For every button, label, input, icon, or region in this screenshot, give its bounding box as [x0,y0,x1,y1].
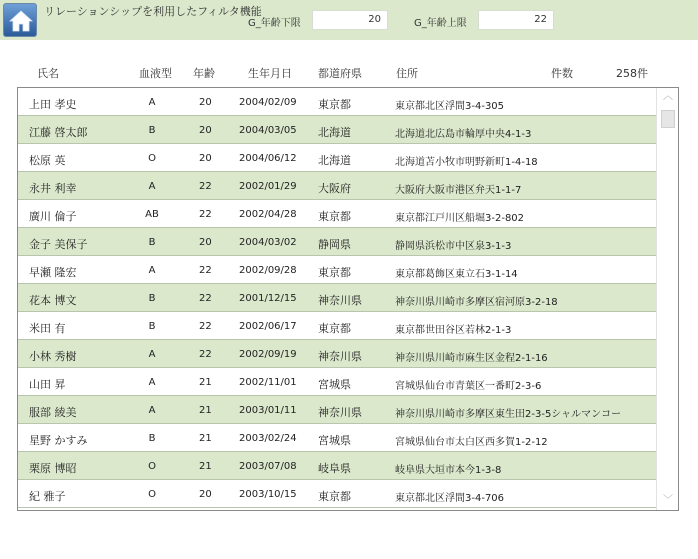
scroll-thumb[interactable] [661,110,675,128]
home-button[interactable] [3,3,37,37]
cell-birth-date: 2002/01/29 [239,181,297,192]
age-max-input[interactable]: 22 [478,10,554,30]
cell-blood-type: B [148,293,156,304]
cell-prefecture: 東京都 [318,210,351,223]
table-row[interactable] [18,228,656,256]
table-row[interactable] [18,368,656,396]
cell-birth-date: 2003/02/24 [239,433,297,444]
cell-name: 松原 英 [29,154,66,167]
cell-address: 岐阜県大垣市本今1-3-8 [395,465,502,476]
scroll-up-icon[interactable]: ︿ [663,91,673,102]
cell-blood-type: A [148,265,156,276]
cell-name: 星野 かすみ [29,434,88,447]
cell-birth-date: 2002/09/19 [239,349,297,360]
cell-blood-type: A [148,405,156,416]
cell-prefecture: 神奈川県 [318,406,362,419]
cell-prefecture: 宮城県 [318,378,351,391]
cell-name: 金子 美保子 [29,238,88,251]
record-count-value: 258件 [616,67,648,80]
table-row[interactable] [18,172,656,200]
age-max-label: G_年齢上限 [414,18,467,29]
cell-name: 栗原 博昭 [29,462,77,475]
cell-address: 東京都北区浮間3-4-305 [395,101,505,112]
cell-age: 20 [199,237,212,248]
cell-address: 神奈川県川崎市多摩区宿河原3-2-18 [395,297,558,308]
cell-name: 紀 雅子 [29,490,66,503]
cell-prefecture: 宮城県 [318,434,351,447]
column-header-age: 年齢 [193,67,215,80]
cell-birth-date: 2003/07/08 [239,461,297,472]
cell-name: 江藤 啓太郎 [29,126,88,139]
cell-age: 21 [199,461,212,472]
cell-age: 21 [199,377,212,388]
cell-name: 廣川 倫子 [29,210,77,223]
table-row[interactable] [18,312,656,340]
cell-address: 大阪府大阪市港区弁天1-1-7 [395,185,522,196]
cell-age: 20 [199,153,212,164]
cell-prefecture: 東京都 [318,490,351,503]
record-list [17,87,679,511]
header-bar [0,0,698,40]
cell-birth-date: 2001/12/15 [239,293,297,304]
cell-prefecture: 東京都 [318,266,351,279]
cell-blood-type: O [148,153,156,164]
cell-address: 神奈川県川崎市多摩区東生田2-3-5シャルマンコー [395,409,622,420]
cell-prefecture: 静岡県 [318,238,351,251]
cell-blood-type: A [148,97,156,108]
table-row[interactable] [18,396,656,424]
cell-address: 静岡県浜松市中区泉3-1-3 [395,241,512,252]
cell-address: 宮城県仙台市青葉区一番町2-3-6 [395,381,542,392]
cell-age: 20 [199,489,212,500]
column-header-name: 氏名 [37,67,59,80]
cell-name: 山田 昇 [29,378,66,391]
cell-blood-type: AB [145,209,159,220]
table-row[interactable] [18,200,656,228]
cell-prefecture: 北海道 [318,154,351,167]
table-row[interactable] [18,88,656,116]
vertical-scrollbar[interactable] [656,88,678,510]
cell-blood-type: A [148,181,156,192]
column-header-pref: 都道府県 [318,67,362,80]
cell-blood-type: B [148,321,156,332]
cell-blood-type: A [148,377,156,388]
table-row[interactable] [18,480,656,508]
cell-address: 北海道北広島市輪厚中央4-1-3 [395,129,532,140]
cell-birth-date: 2002/11/01 [239,377,297,388]
cell-birth-date: 2002/04/28 [239,209,297,220]
table-row[interactable] [18,116,656,144]
page-title: リレーションシップを利用したフィルタ機能 [44,5,262,18]
cell-age: 22 [199,181,212,192]
cell-age: 21 [199,433,212,444]
cell-name: 花本 博文 [29,294,77,307]
cell-name: 米田 有 [29,322,66,335]
cell-birth-date: 2002/09/28 [239,265,297,276]
cell-blood-type: O [148,489,156,500]
table-row[interactable] [18,424,656,452]
cell-blood-type: B [148,237,156,248]
cell-name: 小林 秀樹 [29,350,77,363]
cell-birth-date: 2002/06/17 [239,321,297,332]
age-min-input[interactable]: 20 [312,10,388,30]
cell-prefecture: 大阪府 [318,182,351,195]
cell-prefecture: 岐阜県 [318,462,351,475]
cell-name: 服部 綾美 [29,406,77,419]
table-row[interactable] [18,340,656,368]
cell-name: 永井 利幸 [29,182,77,195]
cell-address: 東京都江戸川区船堀3-2-802 [395,213,525,224]
table-row[interactable] [18,256,656,284]
cell-blood-type: O [148,461,156,472]
cell-age: 20 [199,125,212,136]
cell-name: 早瀬 隆宏 [29,266,77,279]
cell-blood-type: B [148,433,156,444]
table-row[interactable] [18,284,656,312]
cell-prefecture: 東京都 [318,322,351,335]
cell-birth-date: 2004/03/05 [239,125,297,136]
cell-address: 宮城県仙台市太白区西多賀1-2-12 [395,437,548,448]
cell-address: 東京都北区浮間3-4-706 [395,493,505,504]
cell-prefecture: 東京都 [318,98,351,111]
cell-blood-type: B [148,125,156,136]
cell-age: 20 [199,97,212,108]
cell-name: 上田 孝史 [29,98,77,111]
cell-address: 東京都世田谷区若林2-1-3 [395,325,512,336]
table-row[interactable] [18,144,656,172]
cell-blood-type: A [148,349,156,360]
cell-address: 神奈川県川崎市麻生区金程2-1-16 [395,353,548,364]
cell-prefecture: 神奈川県 [318,350,362,363]
cell-age: 22 [199,349,212,360]
cell-prefecture: 神奈川県 [318,294,362,307]
cell-birth-date: 2004/06/12 [239,153,297,164]
column-header-birth: 生年月日 [248,67,292,80]
cell-birth-date: 2004/03/02 [239,237,297,248]
cell-age: 21 [199,405,212,416]
cell-age: 22 [199,321,212,332]
cell-age: 22 [199,293,212,304]
cell-age: 22 [199,209,212,220]
scroll-down-icon[interactable]: ﹀ [663,495,673,506]
record-count-label: 件数 [551,67,573,80]
column-header-blood: 血液型 [139,67,172,80]
cell-prefecture: 北海道 [318,126,351,139]
cell-age: 22 [199,265,212,276]
cell-birth-date: 2004/02/09 [239,97,297,108]
cell-birth-date: 2003/10/15 [239,489,297,500]
cell-birth-date: 2003/01/11 [239,405,297,416]
age-min-label: G_年齢下限 [248,18,301,29]
cell-address: 北海道苫小牧市明野新町1-4-18 [395,157,538,168]
column-header-addr: 住所 [396,67,418,80]
table-row[interactable] [18,452,656,480]
cell-address: 東京都葛飾区東立石3-1-14 [395,269,518,280]
home-icon [8,8,34,34]
